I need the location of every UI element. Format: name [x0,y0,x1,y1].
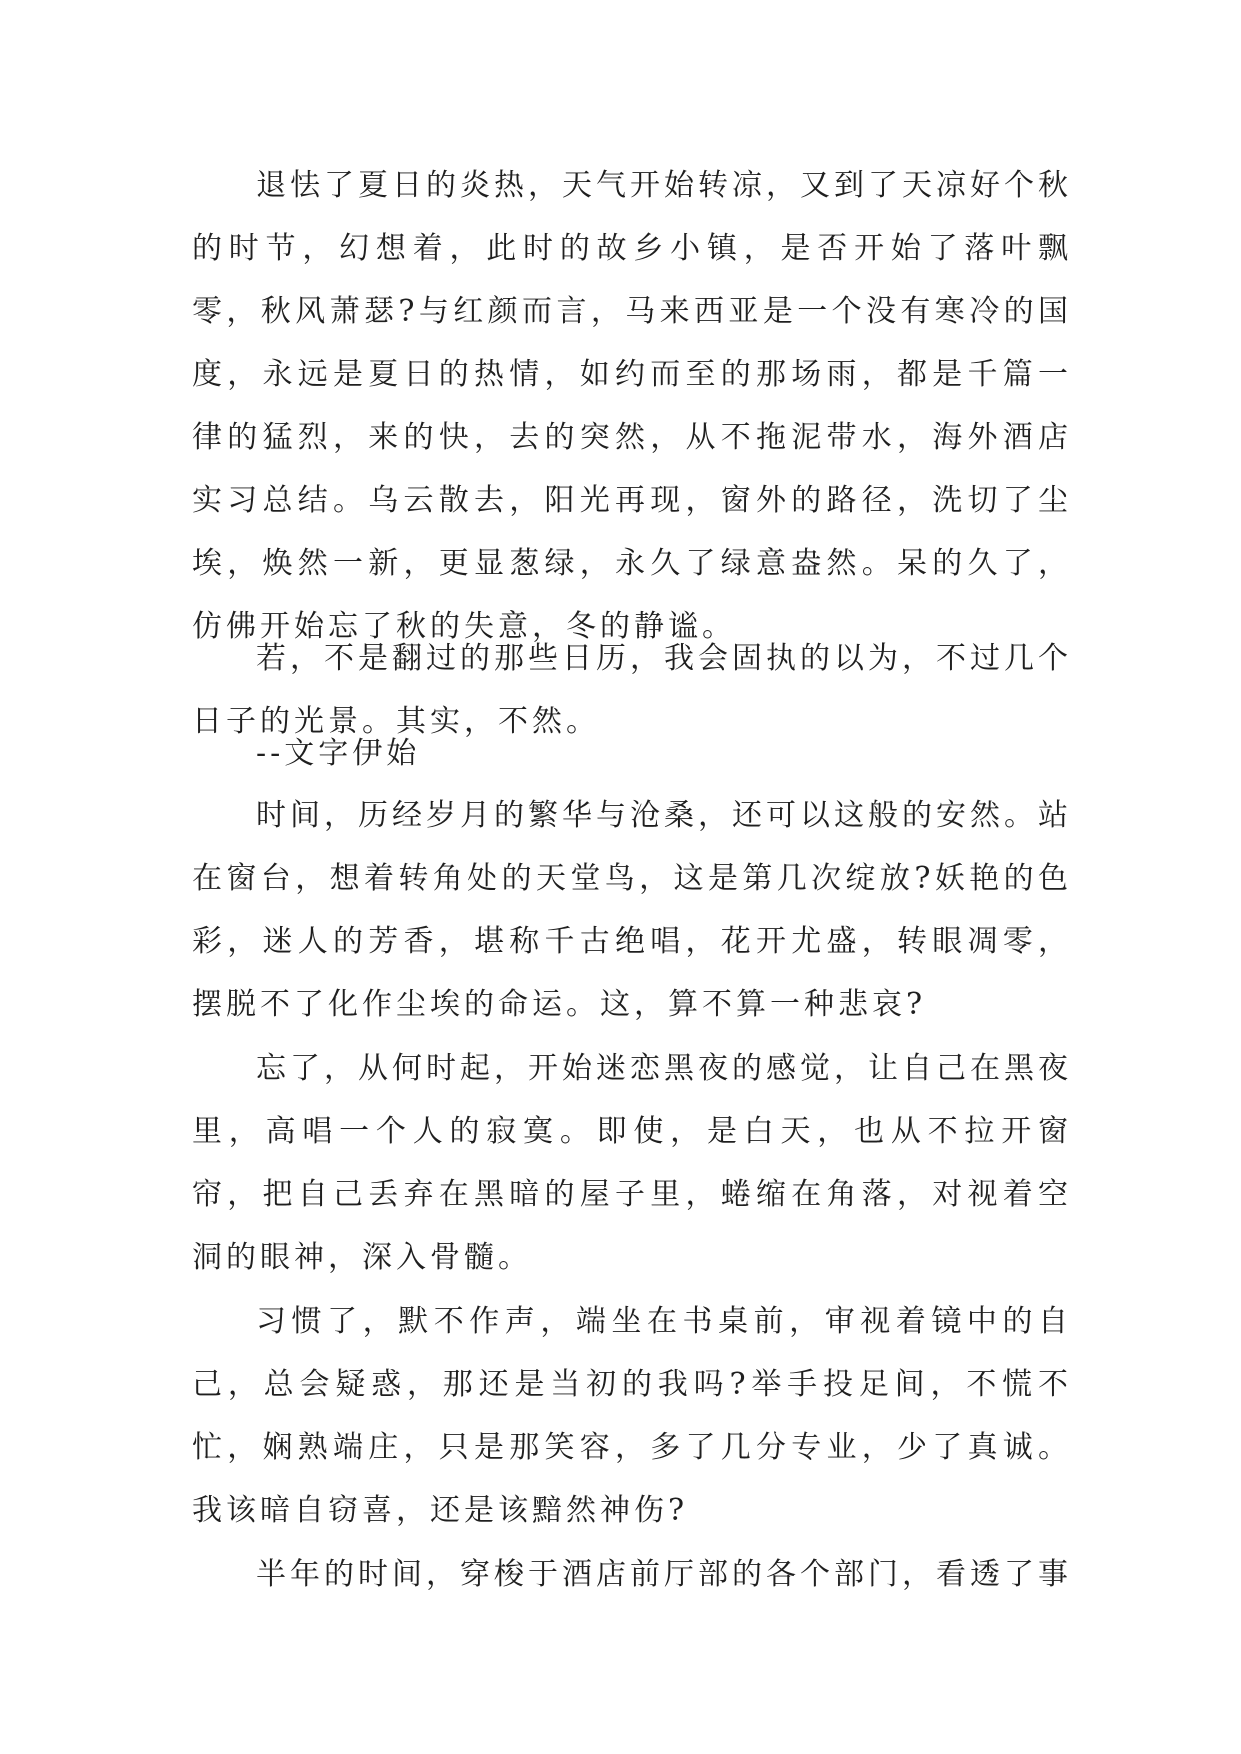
paragraph-mirror: 习惯了，默不作声，端坐在书桌前，审视着镜中的自己，总会疑惑，那还是当初的我吗?举手投足间，不慌不忙，娴熟端庄，只是那笑容，多了几分专业，少了真诚。我该暗自窃喜，还是该黯然神伤? [192,1304,1072,1528]
paragraph-autumn-memory: 退怯了夏日的炎热，天气开始转凉，又到了天凉好个秋的时节，幻想着，此时的故乡小镇，是否开始了落叶飘零，秋风萧瑟?与红颜而言，马来西亚是一个没有寒冷的国度，永远是夏日的热情，如约而至的那场雨，都是千篇一律的猛烈，来的快，去的突然，从不拖泥带水，海外酒店实习总结。乌云散去，阳光再现，窗外的路径，洗切了尘埃，焕然一新，更显葱绿，永久了绿意盎然。呆的久了，仿佛开始忘了秋的失意，冬的静谧。 [192,168,1072,644]
paragraph-night: 忘了，从何时起，开始迷恋黑夜的感觉，让自己在黑夜里，高唱一个人的寂寞。即使，是白天，也从不拉开窗帘，把自己丢弃在黑暗的屋子里，蜷缩在角落，对视着空洞的眼神，深入骨髓。 [192,1051,1072,1275]
paragraph-time: 时间，历经岁月的繁华与沧桑，还可以这般的安然。站在窗台，想着转角处的天堂鸟，这是第几次绽放?妖艳的色彩，迷人的芳香，堪称千古绝唱，花开尤盛，转眼凋零，摆脱不了化作尘埃的命运。这，算不算一种悲哀? [192,798,1072,1022]
document-page [192,0,1072,1754]
paragraph-signature: --文字伊始 [256,736,421,771]
paragraph-half-year: 半年的时间，穿梭于酒店前厅部的各个部门，看透了事 [256,1557,1072,1592]
paragraph-calendar: 若，不是翻过的那些日历，我会固执的以为，不过几个日子的光景。其实，不然。 [192,641,1072,739]
